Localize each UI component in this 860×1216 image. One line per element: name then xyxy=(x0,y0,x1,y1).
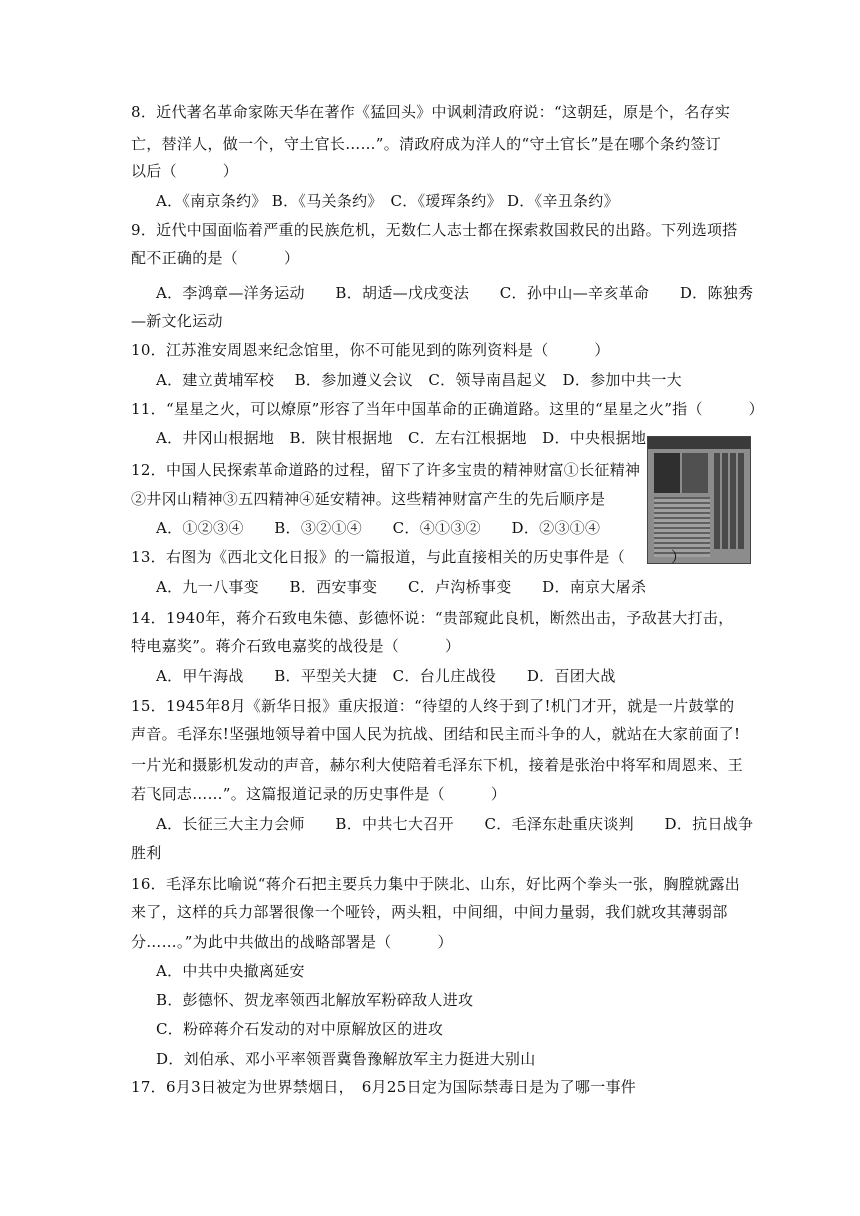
q16-option-d: D．刘伯承、邓小平率领晋冀鲁豫解放军主力挺进大别山 xyxy=(156,1050,536,1068)
q11-options: A．井冈山根据地 B．陕甘根据地 C．左右江根据地 D．中央根据地 xyxy=(156,429,647,447)
q11-stem: 11．“星星之火，可以燎原”形容了当年中国革命的正确道路。这里的“星星之火”指（ ） xyxy=(131,400,764,418)
q17-stem: 17．6月3日被定为世界禁烟日， 6月25日定为国际禁毒日是为了哪一事件 xyxy=(131,1078,637,1096)
q13-stem: 13．右图为《西北文化日报》的一篇报道，与此直接相关的历史事件是（ ） xyxy=(131,548,687,566)
q8-stem-line-2: 亡，替洋人，做一个，守土官长……”。清政府成为洋人的“守土官长”是在哪个条约签订 xyxy=(131,135,722,153)
q14-stem-line-1: 14．1940年，蒋介石致电朱德、彭德怀说：“贵部窥此良机，断然出击，予敌甚大打击， xyxy=(131,609,734,627)
q14-stem-line-2: 特电嘉奖”。蒋介石致电嘉奖的战役是（ ） xyxy=(131,637,461,655)
q15-stem-line-3: 一片光和摄影机发动的声音，赫尔利大使陪着毛泽东下机，接着是张治中将军和周恩来、王 xyxy=(131,756,744,774)
q15-stem-line-2: 声音。毛泽东!坚强地领导着中国人民为抗战、团结和民主而斗争的人，就站在大家前面了! xyxy=(131,725,741,743)
q9-options: A．李鸿章—洋务运动 B．胡适—戊戌变法 C．孙中山—辛亥革命 D．陈独秀 xyxy=(156,284,754,302)
q10-options: A．建立黄埔军校 B．参加遵义会议 C．领导南昌起义 D．参加中共一大 xyxy=(156,371,682,389)
q16-stem-line-2: 来了，这样的兵力部署很像一个哑铃，两头粗，中间细，中间力量弱，我们就攻其薄弱部 xyxy=(131,903,728,921)
q13-options: A．九一八事变 B．西安事变 C．卢沟桥事变 D．南京大屠杀 xyxy=(156,578,647,596)
q15-stem-line-1: 15．1945年8月《新华日报》重庆报道：“待望的人终于到了!机门才开，就是一片鼓掌的 xyxy=(131,697,735,715)
q16-option-b: B．彭德怀、贺龙率领西北解放军粉碎敌人进攻 xyxy=(156,991,474,1009)
q9-stem-line-1: 9．近代中国面临着严重的民族危机，无数仁人志士都在探索救国救民的出路。下列选项搭 xyxy=(131,221,738,239)
q8-stem-line-3: 以后（ ） xyxy=(131,162,239,180)
q10-stem: 10．江苏淮安周恩来纪念馆里，你不可能见到的陈列资料是（ ） xyxy=(131,341,610,359)
q12-stem-line-1: 12．中国人民探索革命道路的过程，留下了许多宝贵的精神财富①长征精神 xyxy=(131,461,641,479)
q16-option-c: C．粉碎蒋介石发动的对中原解放区的进攻 xyxy=(156,1020,444,1038)
q12-options: A．①②③④ B．③②①④ C．④①③② D．②③①④ xyxy=(156,519,601,537)
q16-stem-line-1: 16．毛泽东比喻说“蒋介石把主要兵力集中于陕北、山东，好比两个拳头一张，胸膛就露出 xyxy=(131,875,741,893)
q12-stem-line-2: ②井冈山精神③五四精神④延安精神。这些精神财富产生的先后顺序是 xyxy=(131,490,606,508)
q16-option-a: A．中共中央撤离延安 xyxy=(156,962,305,980)
q8-stem-line-1: 8．近代著名革命家陈天华在著作《猛回头》中讽刺清政府说：“这朝廷，原是个，名存实 xyxy=(131,103,731,121)
q9-stem-line-2: 配不正确的是（ ） xyxy=(131,249,300,267)
q15-options: A．长征三大主力会师 B．中共七大召开 C．毛泽东赴重庆谈判 D．抗日战争 xyxy=(156,815,754,833)
q15-options-continued: 胜利 xyxy=(131,844,162,862)
q9-options-continued: —新文化运动 xyxy=(131,312,223,330)
newspaper-clipping-image xyxy=(647,436,751,564)
q15-stem-line-4: 若飞同志……”。这篇报道记录的历史事件是（ ） xyxy=(131,785,507,803)
q16-stem-line-3: 分……。”为此中共做出的战略部署是（ ） xyxy=(131,933,453,951)
q14-options: A．甲午海战 B．平型关大捷 C．台儿庄战役 D．百团大战 xyxy=(156,667,616,685)
q8-options: A．《南京条约》 B．《马关条约》 C．《瑷珲条约》 D．《辛丑条约》 xyxy=(156,192,619,210)
